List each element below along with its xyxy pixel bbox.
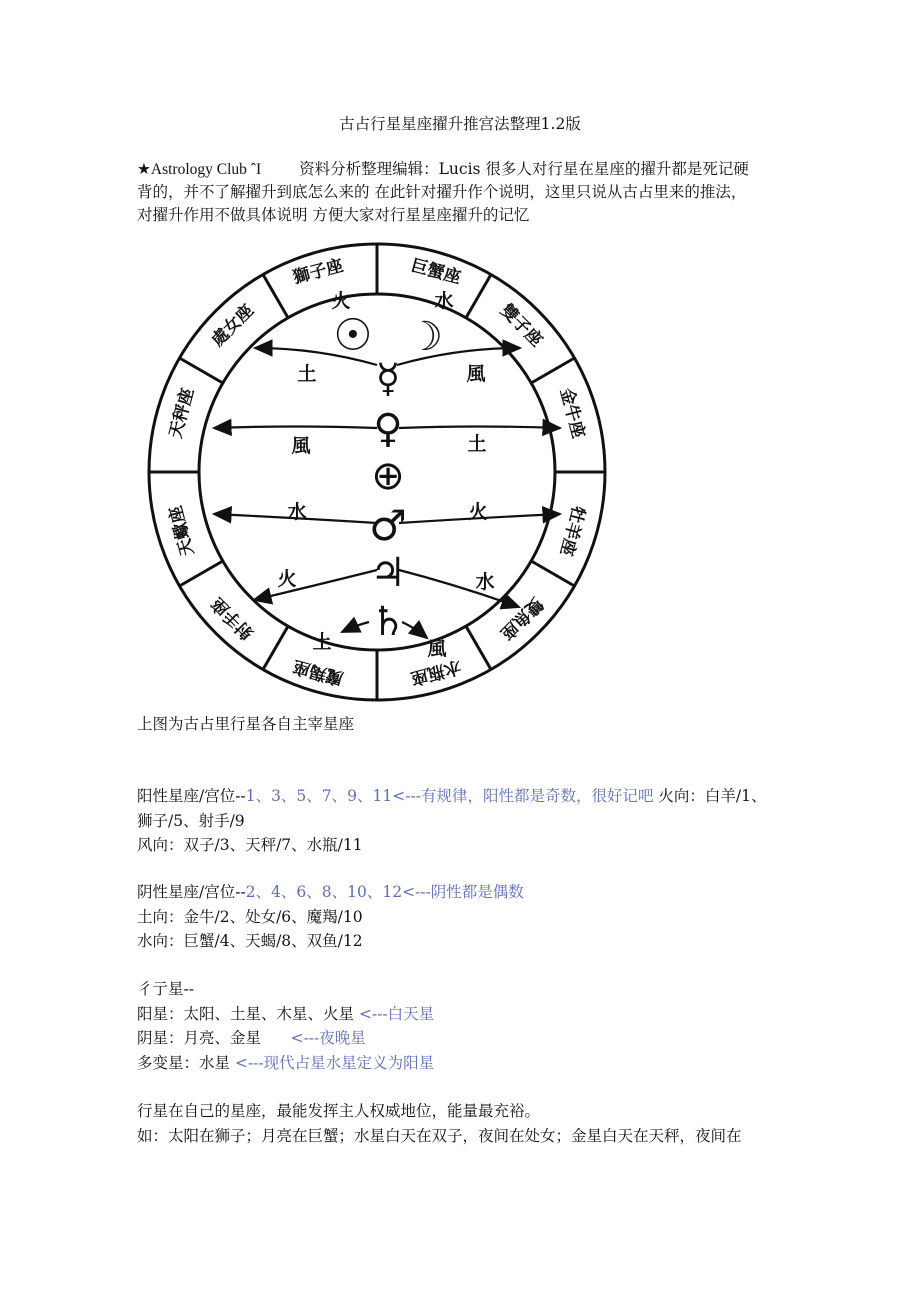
yin-earth: 土向：金牛/2、处女/6、魔羯/10: [137, 907, 363, 926]
variable-planet: 多变星：水星: [137, 1053, 235, 1072]
yang-fire-b: 狮子/5、射手/9: [137, 811, 245, 830]
element-row3-right: 火: [468, 501, 488, 523]
sign-gemini: 雙子座: [496, 300, 547, 351]
yin-water: 水向：巨蟹/4、天蝎/8、双鱼/12: [137, 932, 363, 950]
yang-note: <---有规律，阳性都是奇数，很好记吧: [392, 787, 654, 805]
closing-section: [137, 1099, 797, 1148]
yin-note: <---阴性都是偶数: [402, 883, 524, 901]
closing-line-1: 行星在自己的星座，最能发挥主人权威地位，能量最充裕。: [137, 1102, 541, 1120]
sign-capricorn: 魔羯座: [291, 655, 346, 689]
diagram-caption: 上图为古占里行星各自主宰星座: [137, 715, 355, 733]
yang-air: 风向：双子/3、天秤/7、水瓶/11: [137, 836, 363, 854]
moon-icon: ☽: [407, 314, 443, 360]
mars-icon: ♂: [369, 501, 407, 550]
venus-icon: ♀: [373, 406, 403, 452]
document-title: 古占行星星座擢升推宫法整理1.2版: [339, 115, 581, 133]
sign-libra: 天秤座: [165, 386, 199, 441]
club-name: ★Astrology Club ˆI: [137, 161, 262, 178]
yin-planets: 阴星：月亮、金星: [137, 1029, 291, 1047]
sign-taurus: 金牛座: [555, 386, 589, 441]
sign-aries: 牡羊座: [555, 503, 589, 558]
intro-paragraph: [137, 158, 797, 227]
element-row5-right: 風: [427, 638, 447, 660]
sign-sagittarius: 射手座: [207, 593, 258, 644]
element-row2-left: 風: [291, 435, 311, 457]
element-row4-right: 水: [475, 571, 495, 593]
yang-numbers: 1、3、5、7、9、11: [245, 787, 393, 805]
sign-leo: 獅子座: [291, 255, 346, 289]
element-row5-left: 土: [312, 631, 332, 653]
yin-label: 阴性星座/宫位--: [137, 883, 246, 901]
earth-icon: ⊕: [371, 453, 405, 499]
saturn-icon: ♄: [370, 599, 406, 645]
closing-line-2: 如：太阳在狮子；月亮在巨蟹；水星白天在双子，夜间在处女；金星白天在天秤，夜间在: [137, 1126, 742, 1145]
planets-section: [137, 977, 797, 1075]
sign-virgo: 處女座: [207, 300, 258, 351]
variable-planet-note: <---现代占星水星定义为阳星: [234, 1053, 435, 1072]
sign-pisces: 雙魚座: [496, 593, 547, 644]
sign-aquarius: 水瓶座: [408, 655, 463, 689]
element-top-left: 火: [331, 290, 351, 312]
sun-icon: ☉: [333, 310, 373, 361]
jupiter-icon: ♃: [370, 550, 406, 596]
yin-section: [137, 880, 797, 954]
intro-lead: 资料分析整理编辑：Lucis 很多人对行星在星座的擢升都是死记硬: [299, 160, 749, 178]
element-row3-left: 水: [287, 501, 307, 523]
element-row1-right: 風: [466, 363, 486, 385]
element-row1-left: 土: [297, 363, 317, 385]
element-row4-left: 火: [277, 568, 297, 590]
zodiac-rulership-diagram: [137, 240, 617, 709]
yang-label: 阳性星座/宫位--: [137, 787, 246, 805]
element-row2-right: 土: [467, 433, 487, 455]
yang-planets: 阳星：太阳、土星、木星、火星: [137, 1004, 359, 1023]
planets-heading: 彳亍星--: [137, 980, 194, 998]
sign-cancer: 巨蟹座: [408, 255, 463, 289]
yang-section: [137, 784, 797, 858]
intro-line-3: 对擢升作用不做具体说明 方便大家对行星星座擢升的记忆: [137, 206, 530, 224]
element-top-right: 水: [434, 290, 454, 312]
intro-line-2: 背的，并不了解擢升到底怎么来的 在此针对擢升作个说明，这里只说从古占里来的推法，: [137, 183, 747, 201]
mercury-icon: ☿: [375, 356, 401, 402]
sign-scorpio: 天蠍座: [165, 503, 199, 558]
yang-planets-note: <---白天星: [358, 1004, 435, 1023]
yin-planets-note: <---夜晚星: [290, 1029, 366, 1047]
yang-fire-a: 火向：白羊/1、: [653, 787, 767, 805]
yin-numbers: 2、4、6、8、10、12: [245, 883, 403, 901]
